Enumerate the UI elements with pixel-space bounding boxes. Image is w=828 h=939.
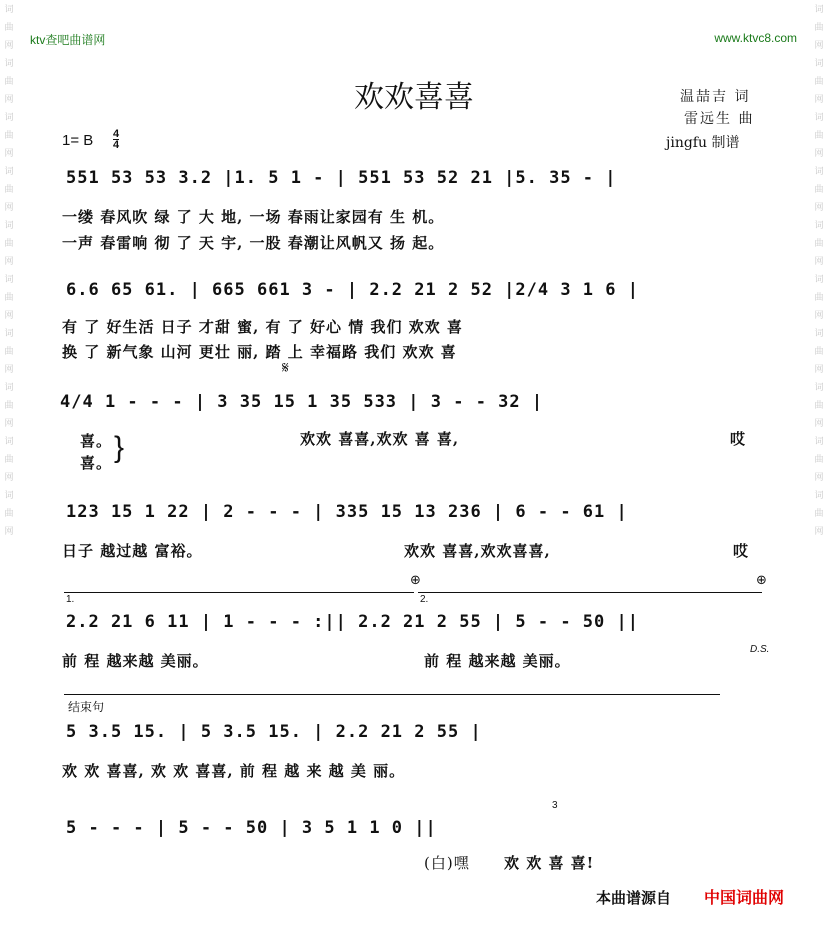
lyrics-row-1-verse-2: 一声 春雷响 彻 了 天 宇, 一股 春潮让风帆又 扬 起。: [62, 234, 445, 252]
watermark-char: 网: [4, 419, 14, 429]
meter-bottom: 4: [113, 139, 120, 151]
watermark-char: 曲: [814, 455, 824, 465]
right-watermark-column: [812, 4, 826, 939]
watermark-char: 网: [4, 149, 14, 159]
time-signature: [113, 129, 119, 150]
watermark-char: 曲: [814, 401, 824, 411]
watermark-char: 词: [4, 437, 14, 447]
watermark-char: 曲: [4, 293, 14, 303]
watermark-char: 网: [814, 365, 824, 375]
lyrics-row-4-interjection: 哎: [733, 542, 750, 560]
watermark-char: 曲: [814, 239, 824, 249]
notes-row-6: 5 3.5 15. | 5 3.5 15. | 2.2 21 2 55 |: [66, 722, 482, 742]
watermark-char: 曲: [814, 131, 824, 141]
site-link-right[interactable]: www.ktvc8.com: [714, 31, 797, 45]
watermark-char: 曲: [4, 239, 14, 249]
watermark-char: 词: [814, 275, 824, 285]
watermark-char: 网: [4, 473, 14, 483]
song-title: 欢欢喜喜: [354, 80, 474, 115]
watermark-char: 词: [814, 167, 824, 177]
lyrics-row-5-second-ending: 前 程 越来越 美丽。: [424, 652, 571, 670]
watermark-char: 曲: [4, 455, 14, 465]
watermark-char: 曲: [814, 23, 824, 33]
lyrics-row-2-verse-2: 换 了 新气象 山河 更壮 丽, 踏 上 幸福路 我们 欢欢 喜: [62, 343, 457, 361]
watermark-char: 曲: [4, 77, 14, 87]
watermark-char: 词: [814, 59, 824, 69]
watermark-char: 网: [814, 257, 824, 267]
watermark-char: 词: [814, 437, 824, 447]
left-watermark-column: [2, 4, 16, 939]
source-site-name[interactable]: 中国词曲网: [704, 890, 785, 907]
site-link-left[interactable]: ktv查吧曲谱网: [30, 33, 106, 47]
watermark-char: 词: [814, 491, 824, 501]
dal-segno-mark: D.S.: [750, 644, 770, 655]
watermark-char: 网: [814, 41, 824, 51]
coda-symbol-1: ⊕: [410, 572, 421, 587]
watermark-char: 网: [814, 527, 824, 537]
watermark-char: 词: [814, 329, 824, 339]
watermark-char: 曲: [814, 77, 824, 87]
lyrics-row-7: 欢 欢 喜 喜!: [504, 854, 595, 872]
watermark-char: 词: [4, 275, 14, 285]
watermark-char: 网: [814, 311, 824, 321]
lyrics-row-3-verse-2: 喜。: [80, 454, 113, 472]
watermark-char: 词: [814, 113, 824, 123]
volta-2-label: 2.: [420, 594, 429, 605]
watermark-char: 网: [814, 419, 824, 429]
watermark-char: 词: [4, 491, 14, 501]
watermark-char: 曲: [4, 23, 14, 33]
source-label: 本曲谱源自: [596, 890, 672, 907]
verse-brace: }: [114, 431, 125, 464]
coda-symbol-2: ⊕: [756, 572, 767, 587]
lyrics-row-6: 欢 欢 喜喜, 欢 欢 喜喜, 前 程 越 来 越 美 丽。: [62, 762, 406, 780]
watermark-char: 曲: [4, 131, 14, 141]
volta-1-label: 1.: [66, 594, 75, 605]
watermark-char: 曲: [814, 509, 824, 519]
notes-row-3: 4/4 1 - - - | 3 35 15 1 35 533 | 3 - - 32 |: [60, 392, 544, 412]
watermark-char: 曲: [4, 347, 14, 357]
watermark-char: 词: [4, 59, 14, 69]
lyrics-row-3-interjection: 哎: [730, 430, 747, 448]
composer-credit: 雷远生 曲: [684, 111, 755, 127]
spoken-cue: (白)嘿: [424, 854, 470, 872]
watermark-char: 词: [4, 167, 14, 177]
segno-symbol: 𝄋: [282, 360, 289, 377]
watermark-char: 网: [4, 203, 14, 213]
watermark-char: 网: [4, 41, 14, 51]
watermark-char: 网: [814, 149, 824, 159]
watermark-char: 曲: [4, 401, 14, 411]
watermark-char: 词: [814, 221, 824, 231]
watermark-char: 曲: [4, 185, 14, 195]
notes-row-4: 123 15 1 22 | 2 - - - | 335 15 13 236 | 6 - - 61 |: [66, 502, 628, 522]
notes-row-7: 5 - - - | 5 - - 50 | 3 5 1 1 0 ||: [66, 818, 437, 838]
notes-row-1: 551 53 53 3.2 |1. 5 1 - | 551 53 52 21 |5. 35 - |: [66, 168, 617, 188]
watermark-char: 词: [814, 383, 824, 393]
watermark-char: 曲: [814, 185, 824, 195]
watermark-char: 曲: [814, 347, 824, 357]
lyrics-row-4-verse: 日子 越过越 富裕。: [62, 542, 203, 560]
notes-row-2: 6.6 65 61. | 665 661 3 - | 2.2 21 2 52 |2/4 3 1 6 |: [66, 280, 639, 300]
lyrics-row-5-first-ending: 前 程 越来越 美丽。: [62, 652, 209, 670]
lyrics-row-3-chorus: 欢欢 喜喜,欢欢 喜 喜,: [300, 430, 460, 448]
watermark-char: 网: [814, 473, 824, 483]
watermark-char: 词: [4, 221, 14, 231]
watermark-char: 网: [814, 95, 824, 105]
lyrics-row-4-chorus: 欢欢 喜喜,欢欢喜喜,: [404, 542, 551, 560]
watermark-char: 曲: [814, 293, 824, 303]
notes-row-5: 2.2 21 6 11 | 1 - - - :|| 2.2 21 2 55 | 5 - - 50 ||: [66, 612, 639, 632]
lyrics-row-3-verse-1: 喜。: [80, 432, 113, 450]
watermark-char: 词: [814, 5, 824, 15]
arranger-credit: jingfu 制谱: [666, 135, 740, 151]
lyrics-row-2-verse-1: 有 了 好生活 日子 才甜 蜜, 有 了 好心 情 我们 欢欢 喜: [62, 318, 463, 336]
ending-section-label: 结束句: [68, 700, 105, 714]
watermark-char: 网: [4, 311, 14, 321]
watermark-char: 网: [4, 257, 14, 267]
watermark-char: 网: [4, 527, 14, 537]
lyrics-row-1-verse-1: 一缕 春风吹 绿 了 大 地, 一场 春雨让家园有 生 机。: [62, 208, 445, 226]
watermark-char: 词: [4, 329, 14, 339]
key-signature: 1= B: [62, 132, 94, 149]
watermark-char: 词: [4, 5, 14, 15]
watermark-char: 网: [4, 365, 14, 375]
meter-top: 4: [113, 128, 120, 140]
triplet-mark: 3: [552, 800, 558, 811]
watermark-char: 曲: [4, 509, 14, 519]
watermark-char: 词: [4, 383, 14, 393]
watermark-char: 网: [814, 203, 824, 213]
watermark-char: 词: [4, 113, 14, 123]
lyricist-credit: 温喆吉 词: [680, 89, 751, 105]
watermark-char: 网: [4, 95, 14, 105]
